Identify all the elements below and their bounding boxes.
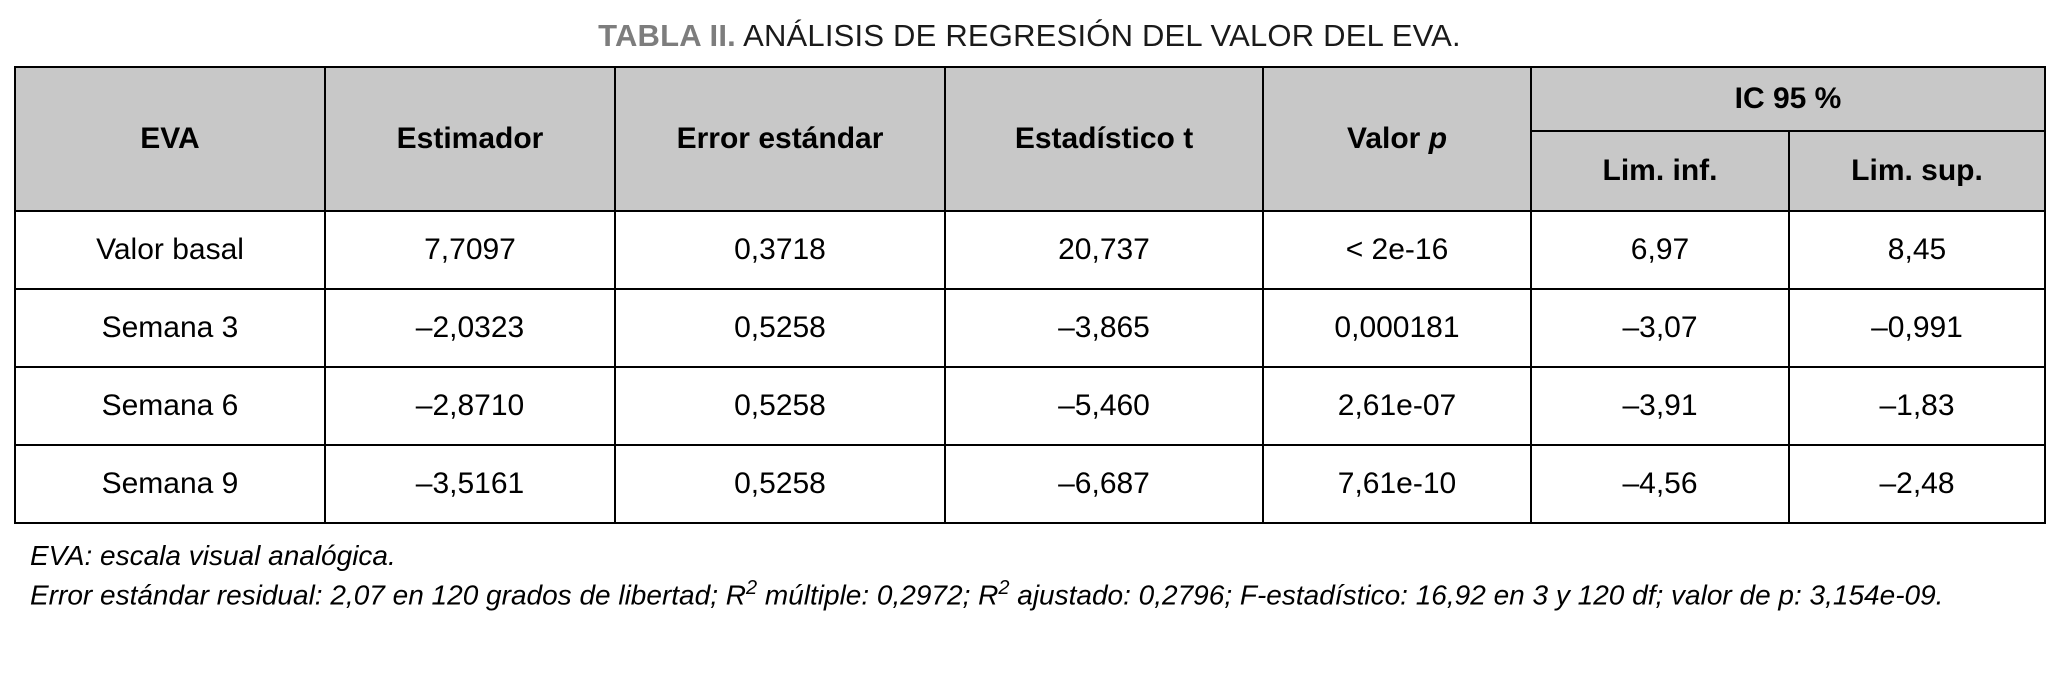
cell-estimator: –2,8710 <box>325 367 615 445</box>
header-std-error: Error estándar <box>615 67 945 211</box>
cell-estimator: 7,7097 <box>325 211 615 289</box>
footnote-stat-part2: múltiple: 0,2972; R <box>757 579 999 611</box>
caption-label: TABLA II. <box>598 18 736 53</box>
cell-std-error: 0,5258 <box>615 367 945 445</box>
footnote-stat-part1: Error estándar residual: 2,07 en 120 grados de libertad; R <box>30 579 746 611</box>
cell-t-stat: –5,460 <box>945 367 1263 445</box>
table-row <box>15 289 2045 367</box>
cell-eva: Semana 3 <box>15 289 325 367</box>
cell-estimator: –3,5161 <box>325 445 615 523</box>
header-t-stat: Estadístico t <box>945 67 1263 211</box>
cell-t-stat: –6,687 <box>945 445 1263 523</box>
footnote-sup-1: 2 <box>745 576 758 599</box>
header-row-top <box>15 67 2045 131</box>
cell-ci-lower: –3,91 <box>1531 367 1789 445</box>
cell-std-error: 0,3718 <box>615 211 945 289</box>
table-caption <box>14 18 2045 54</box>
cell-p-value: < 2e-16 <box>1263 211 1531 289</box>
header-estimator: Estimador <box>325 67 615 211</box>
cell-t-stat: 20,737 <box>945 211 1263 289</box>
cell-eva: Semana 9 <box>15 445 325 523</box>
cell-p-value: 2,61e-07 <box>1263 367 1531 445</box>
regression-table <box>14 66 2046 524</box>
footnote-statistics <box>30 575 2045 614</box>
table-head <box>15 67 2045 211</box>
cell-ci-lower: –4,56 <box>1531 445 1789 523</box>
footnote-sup-2: 2 <box>998 576 1010 599</box>
table-row <box>15 445 2045 523</box>
table-row <box>15 211 2045 289</box>
cell-ci-upper: 8,45 <box>1789 211 2045 289</box>
cell-eva: Valor basal <box>15 211 325 289</box>
cell-std-error: 0,5258 <box>615 445 945 523</box>
header-p-value-symbol: p <box>1428 122 1448 155</box>
cell-p-value: 0,000181 <box>1263 289 1531 367</box>
caption-text: ANÁLISIS DE REGRESIÓN DEL VALOR DEL EVA. <box>735 18 1461 53</box>
header-p-value <box>1263 67 1531 211</box>
header-ci-lower: Lim. inf. <box>1531 131 1789 211</box>
cell-std-error: 0,5258 <box>615 289 945 367</box>
cell-p-value: 7,61e-10 <box>1263 445 1531 523</box>
header-eva: EVA <box>15 67 325 211</box>
cell-ci-upper: –2,48 <box>1789 445 2045 523</box>
header-ci-upper: Lim. sup. <box>1789 131 2045 211</box>
cell-ci-upper: –1,83 <box>1789 367 2045 445</box>
cell-t-stat: –3,865 <box>945 289 1263 367</box>
header-ci-group: IC 95 % <box>1531 67 2045 131</box>
cell-eva: Semana 6 <box>15 367 325 445</box>
table-body <box>15 211 2045 523</box>
cell-ci-upper: –0,991 <box>1789 289 2045 367</box>
footnote-stat-part3: ajustado: 0,2796; F-estadístico: 16,92 en 3 y 120 df; valor de p: 3,154e-09. <box>1009 579 1944 611</box>
cell-ci-lower: –3,07 <box>1531 289 1789 367</box>
table-footnotes <box>30 538 2045 614</box>
cell-ci-lower: 6,97 <box>1531 211 1789 289</box>
table-row <box>15 367 2045 445</box>
header-p-value-text: Valor <box>1346 122 1429 155</box>
cell-estimator: –2,0323 <box>325 289 615 367</box>
footnote-abbreviation: EVA: escala visual analógica. <box>30 540 396 571</box>
